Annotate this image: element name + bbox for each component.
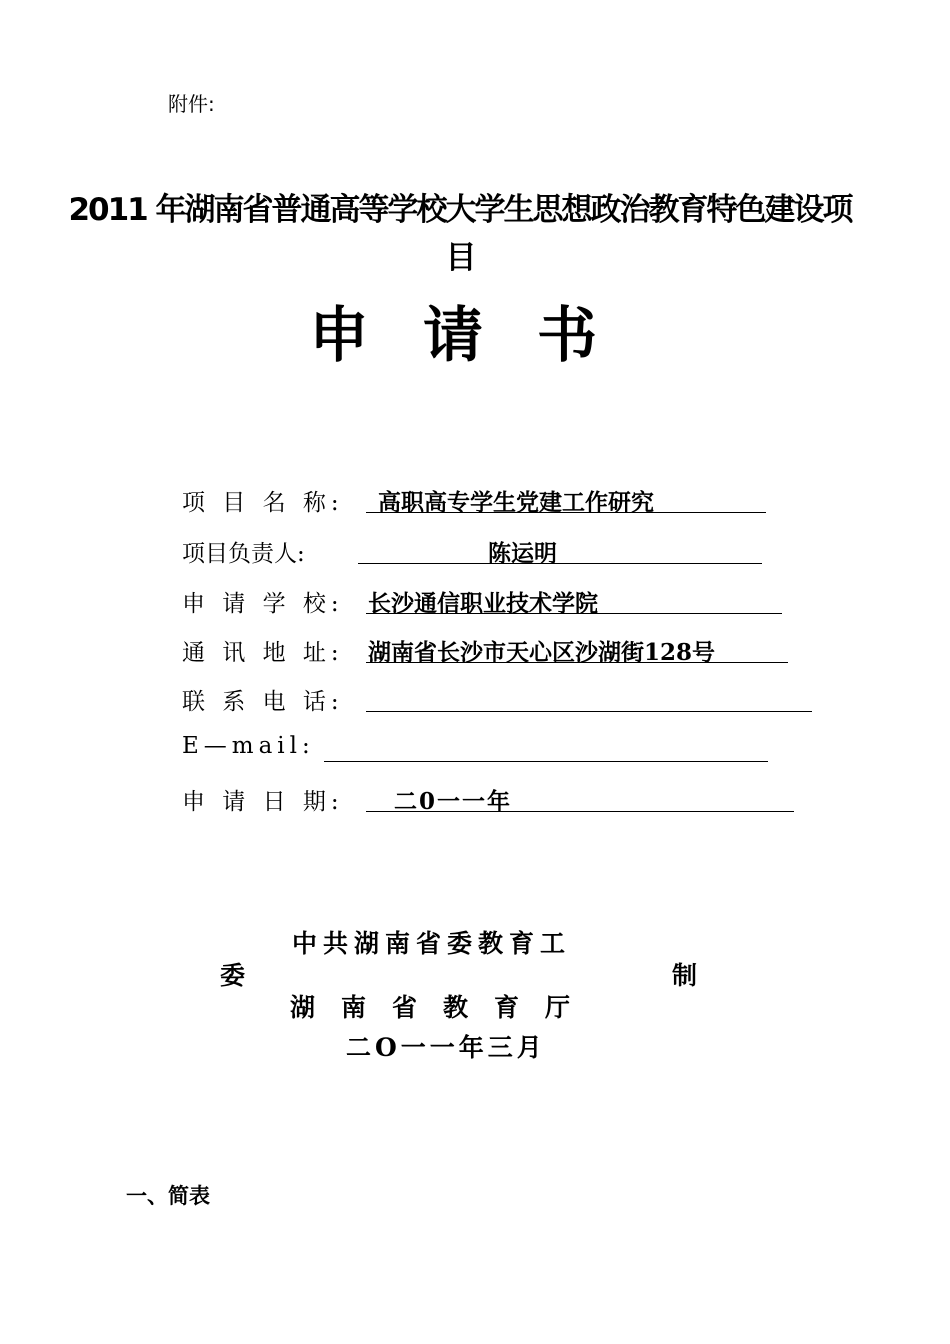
section-heading: 一、简表 xyxy=(126,1183,210,1208)
field-value: 湖南省长沙市天心区沙湖街128号 xyxy=(368,639,716,666)
issue-date: 二O一一年三月 xyxy=(346,1033,546,1062)
issued-mark: 制 xyxy=(672,961,698,990)
field-value: 陈运明 xyxy=(488,540,557,567)
field-label: 联 系 电 话: xyxy=(182,689,344,715)
underline xyxy=(324,733,768,762)
attachment-label: 附件: xyxy=(168,92,215,116)
document-title-line2: 目 xyxy=(445,240,475,276)
field-value: 二0一一年 xyxy=(394,788,513,815)
field-label: 申 请 学 校: xyxy=(182,591,344,617)
field-label: 申 请 日 期: xyxy=(182,789,344,815)
field-label: 项目负责人: xyxy=(182,541,305,567)
issuer-committee: 中共湖南省委教育工 xyxy=(292,929,572,958)
field-value: 高职高专学生党建工作研究 xyxy=(378,489,654,516)
issuer-committee-end: 委 xyxy=(220,961,246,990)
field-label: 项 目 名 称: xyxy=(182,490,344,516)
field-label: 通 讯 地 址: xyxy=(182,640,344,666)
underline xyxy=(358,535,762,564)
issuer-department: 湖南省教育厅 xyxy=(290,993,597,1022)
field-label: E—mail: xyxy=(182,733,315,759)
field-value: 长沙通信职业技术学院 xyxy=(368,590,598,617)
application-heading: 申请书 xyxy=(309,301,651,371)
document-title-line1: 2011 年湖南省普通高等学校大学生思想政治教育特色建设项 xyxy=(68,192,852,228)
underline xyxy=(366,683,812,712)
